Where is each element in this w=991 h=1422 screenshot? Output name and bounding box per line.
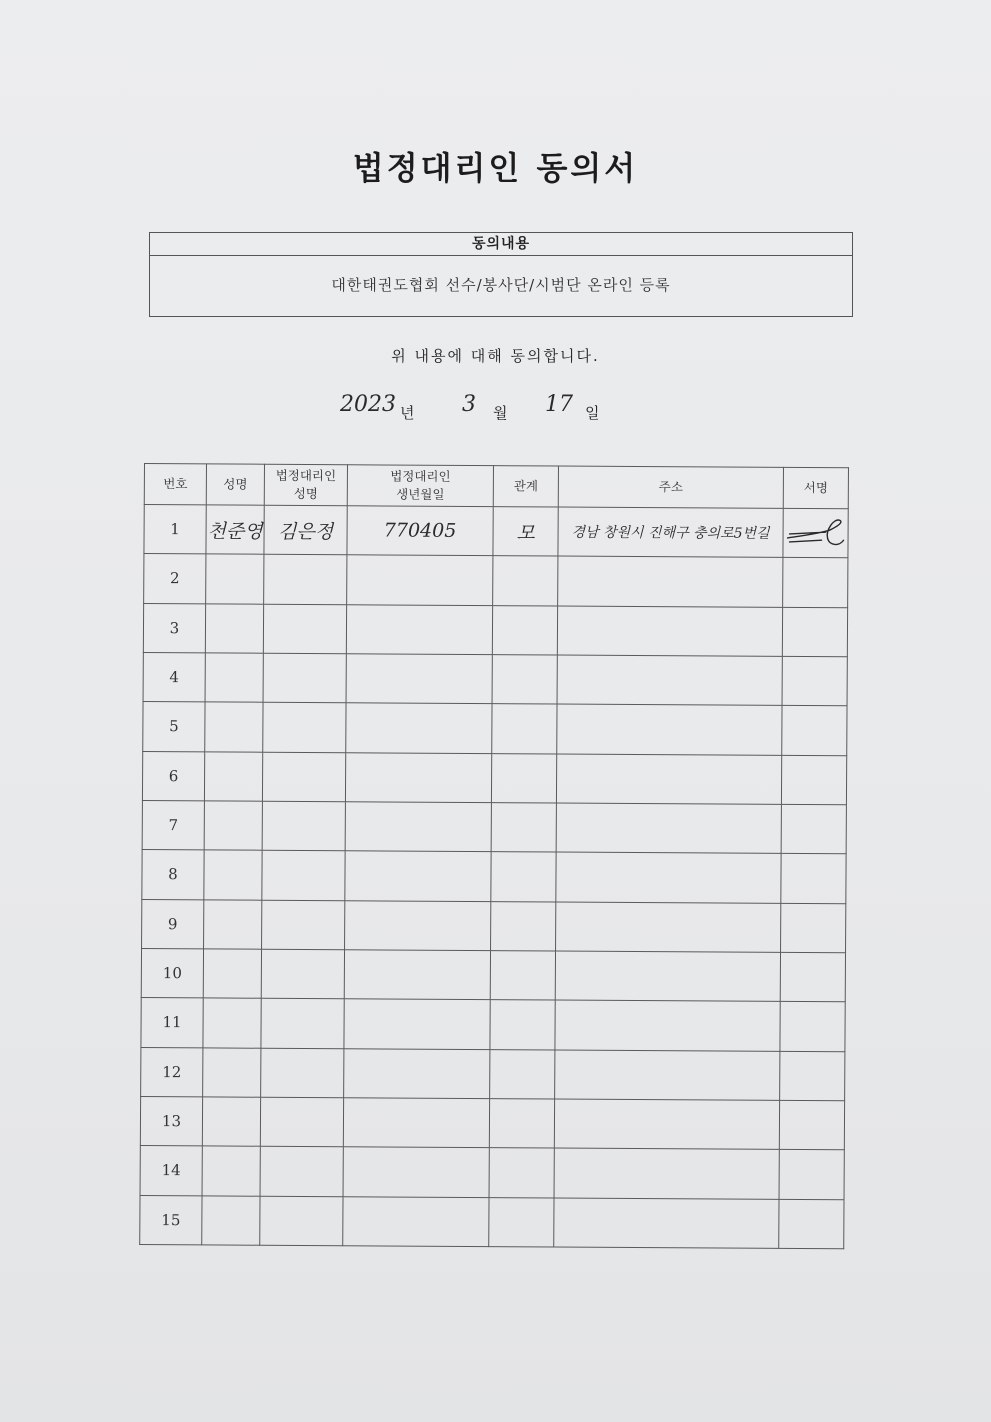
guardian-birth-cell bbox=[344, 999, 490, 1049]
handwritten-guardian-name: 김은정 bbox=[277, 520, 334, 543]
guardian-name-cell bbox=[263, 653, 346, 703]
header-label: 서명 bbox=[803, 480, 828, 496]
guardian-name-cell bbox=[261, 949, 344, 999]
table-row bbox=[143, 652, 847, 706]
relation-cell bbox=[489, 1197, 554, 1247]
handwritten-year: 2023 bbox=[340, 392, 396, 417]
table-row bbox=[140, 1146, 844, 1200]
guardian-name-cell bbox=[262, 900, 345, 950]
header-name bbox=[206, 464, 264, 505]
handwritten-name: 천준영 bbox=[207, 520, 263, 543]
signature-cell bbox=[779, 1150, 844, 1200]
table-row bbox=[144, 505, 848, 559]
registration-table bbox=[139, 463, 849, 1249]
address-cell bbox=[557, 704, 782, 755]
signature-cell bbox=[781, 755, 846, 805]
handwritten-guardian-birth: 770405 bbox=[383, 519, 457, 543]
header-label: 법정대리인 bbox=[390, 468, 451, 484]
guardian-name-cell bbox=[262, 801, 345, 851]
relation-cell bbox=[492, 655, 557, 705]
relation-cell bbox=[493, 507, 558, 557]
row-number-cell: 4 bbox=[143, 652, 205, 702]
header-label-second-line: 성명 bbox=[293, 485, 318, 502]
signature-cell bbox=[782, 607, 847, 657]
signature-cell bbox=[782, 656, 847, 706]
table-body bbox=[140, 505, 849, 1249]
relation-cell bbox=[490, 1000, 555, 1050]
guardian-birth-cell bbox=[345, 802, 491, 852]
table-row bbox=[140, 1195, 844, 1249]
guardian-name-cell bbox=[260, 1146, 343, 1196]
name-cell bbox=[202, 1097, 260, 1147]
guardian-birth-cell bbox=[344, 950, 490, 1000]
table-row bbox=[142, 751, 846, 805]
name-cell bbox=[204, 899, 262, 949]
guardian-birth-cell bbox=[344, 1048, 490, 1098]
relation-cell bbox=[490, 951, 555, 1001]
guardian-birth-cell bbox=[346, 703, 492, 753]
signature-cell bbox=[780, 1051, 845, 1101]
row-number-cell: 15 bbox=[140, 1195, 202, 1245]
header-signature bbox=[783, 467, 848, 508]
row-number-cell: 9 bbox=[142, 899, 204, 949]
row-number-cell: 2 bbox=[144, 554, 206, 604]
month-label: 월 bbox=[493, 404, 508, 422]
header-label: 번호 bbox=[163, 476, 188, 492]
signature-cell bbox=[781, 903, 846, 953]
name-cell bbox=[204, 801, 262, 851]
name-cell bbox=[204, 850, 262, 900]
relation-cell bbox=[491, 803, 556, 853]
address-cell bbox=[555, 1050, 780, 1101]
signature-cell bbox=[780, 952, 845, 1002]
name-cell bbox=[202, 1146, 260, 1196]
relation-cell bbox=[492, 605, 557, 655]
address-cell bbox=[554, 1148, 779, 1199]
address-cell bbox=[556, 902, 781, 953]
signature-cell bbox=[782, 706, 847, 756]
guardian-birth-cell bbox=[346, 654, 492, 704]
signature-cell bbox=[781, 854, 846, 904]
guardian-birth-cell bbox=[345, 752, 491, 802]
header-label-second-line: 생년월일 bbox=[396, 486, 445, 502]
address-cell bbox=[555, 1000, 780, 1051]
row-number-cell: 8 bbox=[142, 850, 204, 900]
name-cell bbox=[203, 949, 261, 999]
guardian-name-cell bbox=[263, 604, 346, 654]
header-guardian-name bbox=[264, 464, 347, 506]
page-title: 법정대리인 동의서 bbox=[352, 149, 639, 187]
header-label: 법정대리인 bbox=[275, 467, 337, 484]
guardian-name-cell bbox=[261, 1048, 344, 1098]
guardian-name-cell bbox=[260, 1196, 343, 1246]
header-label: 주소 bbox=[658, 479, 683, 495]
handwritten-month: 3 bbox=[462, 392, 476, 417]
relation-cell bbox=[493, 556, 558, 606]
row-number-cell: 12 bbox=[141, 1047, 203, 1097]
signature-cell bbox=[783, 508, 848, 558]
header-number bbox=[144, 464, 206, 505]
row-number-cell: 10 bbox=[141, 948, 203, 998]
relation-cell bbox=[490, 1049, 555, 1099]
guardian-name-cell bbox=[260, 1097, 343, 1147]
guardian-name-cell bbox=[261, 999, 344, 1049]
name-cell bbox=[202, 1195, 260, 1245]
consent-body: 대한태권도협회 선수/봉사단/시범단 온라인 등록 bbox=[331, 276, 671, 294]
row-number-cell: 5 bbox=[143, 702, 205, 752]
name-cell bbox=[205, 604, 263, 654]
name-cell bbox=[205, 702, 263, 752]
guardian-birth-cell bbox=[343, 1098, 489, 1148]
row-number-cell: 13 bbox=[140, 1096, 202, 1146]
row-number-cell: 14 bbox=[140, 1146, 202, 1196]
name-cell bbox=[206, 505, 264, 555]
signature-cell bbox=[781, 804, 846, 854]
header-label: 성명 bbox=[223, 476, 248, 492]
guardian-birth-cell bbox=[347, 555, 493, 605]
relation-cell bbox=[491, 753, 556, 803]
table-row bbox=[142, 899, 846, 953]
table-row bbox=[141, 998, 845, 1052]
header-relation bbox=[493, 466, 558, 507]
signature-cell bbox=[783, 558, 848, 608]
table-row bbox=[144, 554, 848, 608]
handwritten-signature bbox=[785, 516, 845, 550]
name-cell bbox=[203, 1047, 261, 1097]
guardian-name-cell bbox=[263, 703, 346, 753]
guardian-name-cell bbox=[262, 851, 345, 901]
day-label: 일 bbox=[585, 404, 600, 422]
year-label: 년 bbox=[400, 404, 415, 422]
consent-box bbox=[149, 232, 853, 317]
header-label: 관계 bbox=[513, 478, 538, 494]
guardian-birth-cell bbox=[343, 1147, 489, 1197]
address-cell bbox=[554, 1198, 779, 1249]
handwritten-relation: 모 bbox=[516, 521, 535, 545]
relation-cell bbox=[491, 852, 556, 902]
name-cell bbox=[205, 653, 263, 703]
address-cell bbox=[557, 655, 782, 706]
handwritten-address: 경남 창원시 진해구 충의로5번길 bbox=[571, 524, 770, 542]
handwritten-day: 17 bbox=[545, 392, 573, 417]
signature-cell bbox=[779, 1100, 844, 1150]
guardian-birth-cell bbox=[345, 851, 491, 901]
address-cell bbox=[556, 852, 781, 903]
relation-cell bbox=[489, 1148, 554, 1198]
table-row bbox=[142, 800, 846, 854]
address-cell bbox=[556, 754, 781, 805]
signature-cell bbox=[780, 1002, 845, 1052]
consent-header: 동의내용 bbox=[150, 233, 852, 256]
header-guardian-birth bbox=[347, 465, 493, 507]
relation-cell bbox=[491, 901, 556, 951]
guardian-birth-cell bbox=[347, 506, 493, 556]
guardian-birth-cell bbox=[346, 604, 492, 654]
table-row bbox=[141, 1047, 845, 1101]
row-number-cell: 1 bbox=[144, 505, 206, 555]
name-cell bbox=[204, 752, 262, 802]
table-row bbox=[140, 1096, 844, 1150]
address-cell bbox=[554, 1099, 779, 1150]
address-cell bbox=[556, 803, 781, 854]
address-cell bbox=[558, 507, 783, 558]
row-number-cell: 3 bbox=[143, 603, 205, 653]
guardian-name-cell bbox=[264, 555, 347, 605]
guardian-birth-cell bbox=[345, 900, 491, 950]
table-row bbox=[142, 850, 846, 904]
guardian-name-cell bbox=[262, 752, 345, 802]
guardian-birth-cell bbox=[343, 1196, 489, 1246]
table-header-row bbox=[144, 464, 848, 509]
address-cell bbox=[555, 951, 780, 1002]
row-number-cell: 7 bbox=[142, 800, 204, 850]
address-cell bbox=[557, 606, 782, 657]
row-number-cell: 6 bbox=[142, 751, 204, 801]
relation-cell bbox=[489, 1099, 554, 1149]
table-row bbox=[143, 702, 847, 756]
table-row bbox=[143, 603, 847, 657]
row-number-cell: 11 bbox=[141, 998, 203, 1048]
header-address bbox=[558, 466, 783, 508]
relation-cell bbox=[492, 704, 557, 754]
name-cell bbox=[206, 554, 264, 604]
name-cell bbox=[203, 998, 261, 1048]
address-cell bbox=[558, 556, 783, 607]
table-row bbox=[141, 948, 845, 1002]
signature-cell bbox=[779, 1199, 844, 1249]
guardian-name-cell bbox=[264, 505, 347, 555]
agreement-text: 위 내용에 대해 동의합니다. bbox=[391, 347, 600, 365]
